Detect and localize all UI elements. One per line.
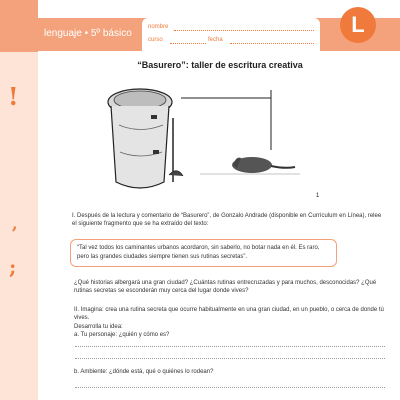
item-b-label: b. Ambiente: ¿dónde está, qué o quiénes lo rodean? xyxy=(74,369,214,375)
curso-field[interactable] xyxy=(170,43,206,44)
questions-paragraph: ¿Qué historias albergará una gran ciudad? ¿Cuántas rutinas entrecruzadas y para muchos, desconocidas? ¿Qué rutinas secretas se esconderán muy cerca del lugar donde vives? xyxy=(74,280,377,294)
worksheet-title: “Basurero”: taller de escritura creativa xyxy=(137,60,303,70)
fecha-label: fecha xyxy=(208,37,223,43)
subject-label: lenguaje • 5º básico xyxy=(44,28,132,39)
comma-icon: , xyxy=(12,214,18,233)
item-a-label: a. Tu personaje: ¿quién y cómo es? xyxy=(74,332,170,338)
develop-label: Desarrolla tu idea: xyxy=(74,324,123,330)
semicolon-icon: ; xyxy=(9,255,17,279)
nombre-field[interactable] xyxy=(174,30,314,31)
answer-line-a1[interactable] xyxy=(75,346,385,347)
quote-text: “Tal vez todos los caminantes urbanos acordaron, sin saberlo, no botar nada en él. Es raro, pero las grandes ciudades siempre tienen sus rutinas secretas”. xyxy=(77,245,320,260)
sidebar-top-band xyxy=(0,0,38,52)
intro-paragraph: I. Después de la lectura y comentario de “Basurero”, de Gonzalo Andrade (disponible en Currículum en Línea), relee el siguiente fragmento que se ha extraído del texto: xyxy=(72,213,382,227)
answer-line-a2[interactable] xyxy=(75,358,385,359)
sidebar-body xyxy=(0,52,38,400)
curso-label: curso xyxy=(148,37,163,43)
section-ii-intro: II. Imagina: crea una rutina secreta que ocurre habitualmente en una gran ciudad, en un pueblo, o cerca de donde tú vives. xyxy=(74,307,384,321)
trash-can-cat-illustration xyxy=(95,70,390,200)
left-sidebar xyxy=(0,0,38,400)
fecha-field[interactable] xyxy=(230,43,314,44)
figure-number: 1 xyxy=(316,193,320,199)
nombre-label: nombre xyxy=(148,24,169,30)
answer-line-b1[interactable] xyxy=(75,387,385,388)
subject-badge: L xyxy=(340,7,376,43)
quote-box xyxy=(70,239,337,267)
exclamation-icon: ! xyxy=(8,82,19,111)
student-info-box xyxy=(142,18,320,51)
